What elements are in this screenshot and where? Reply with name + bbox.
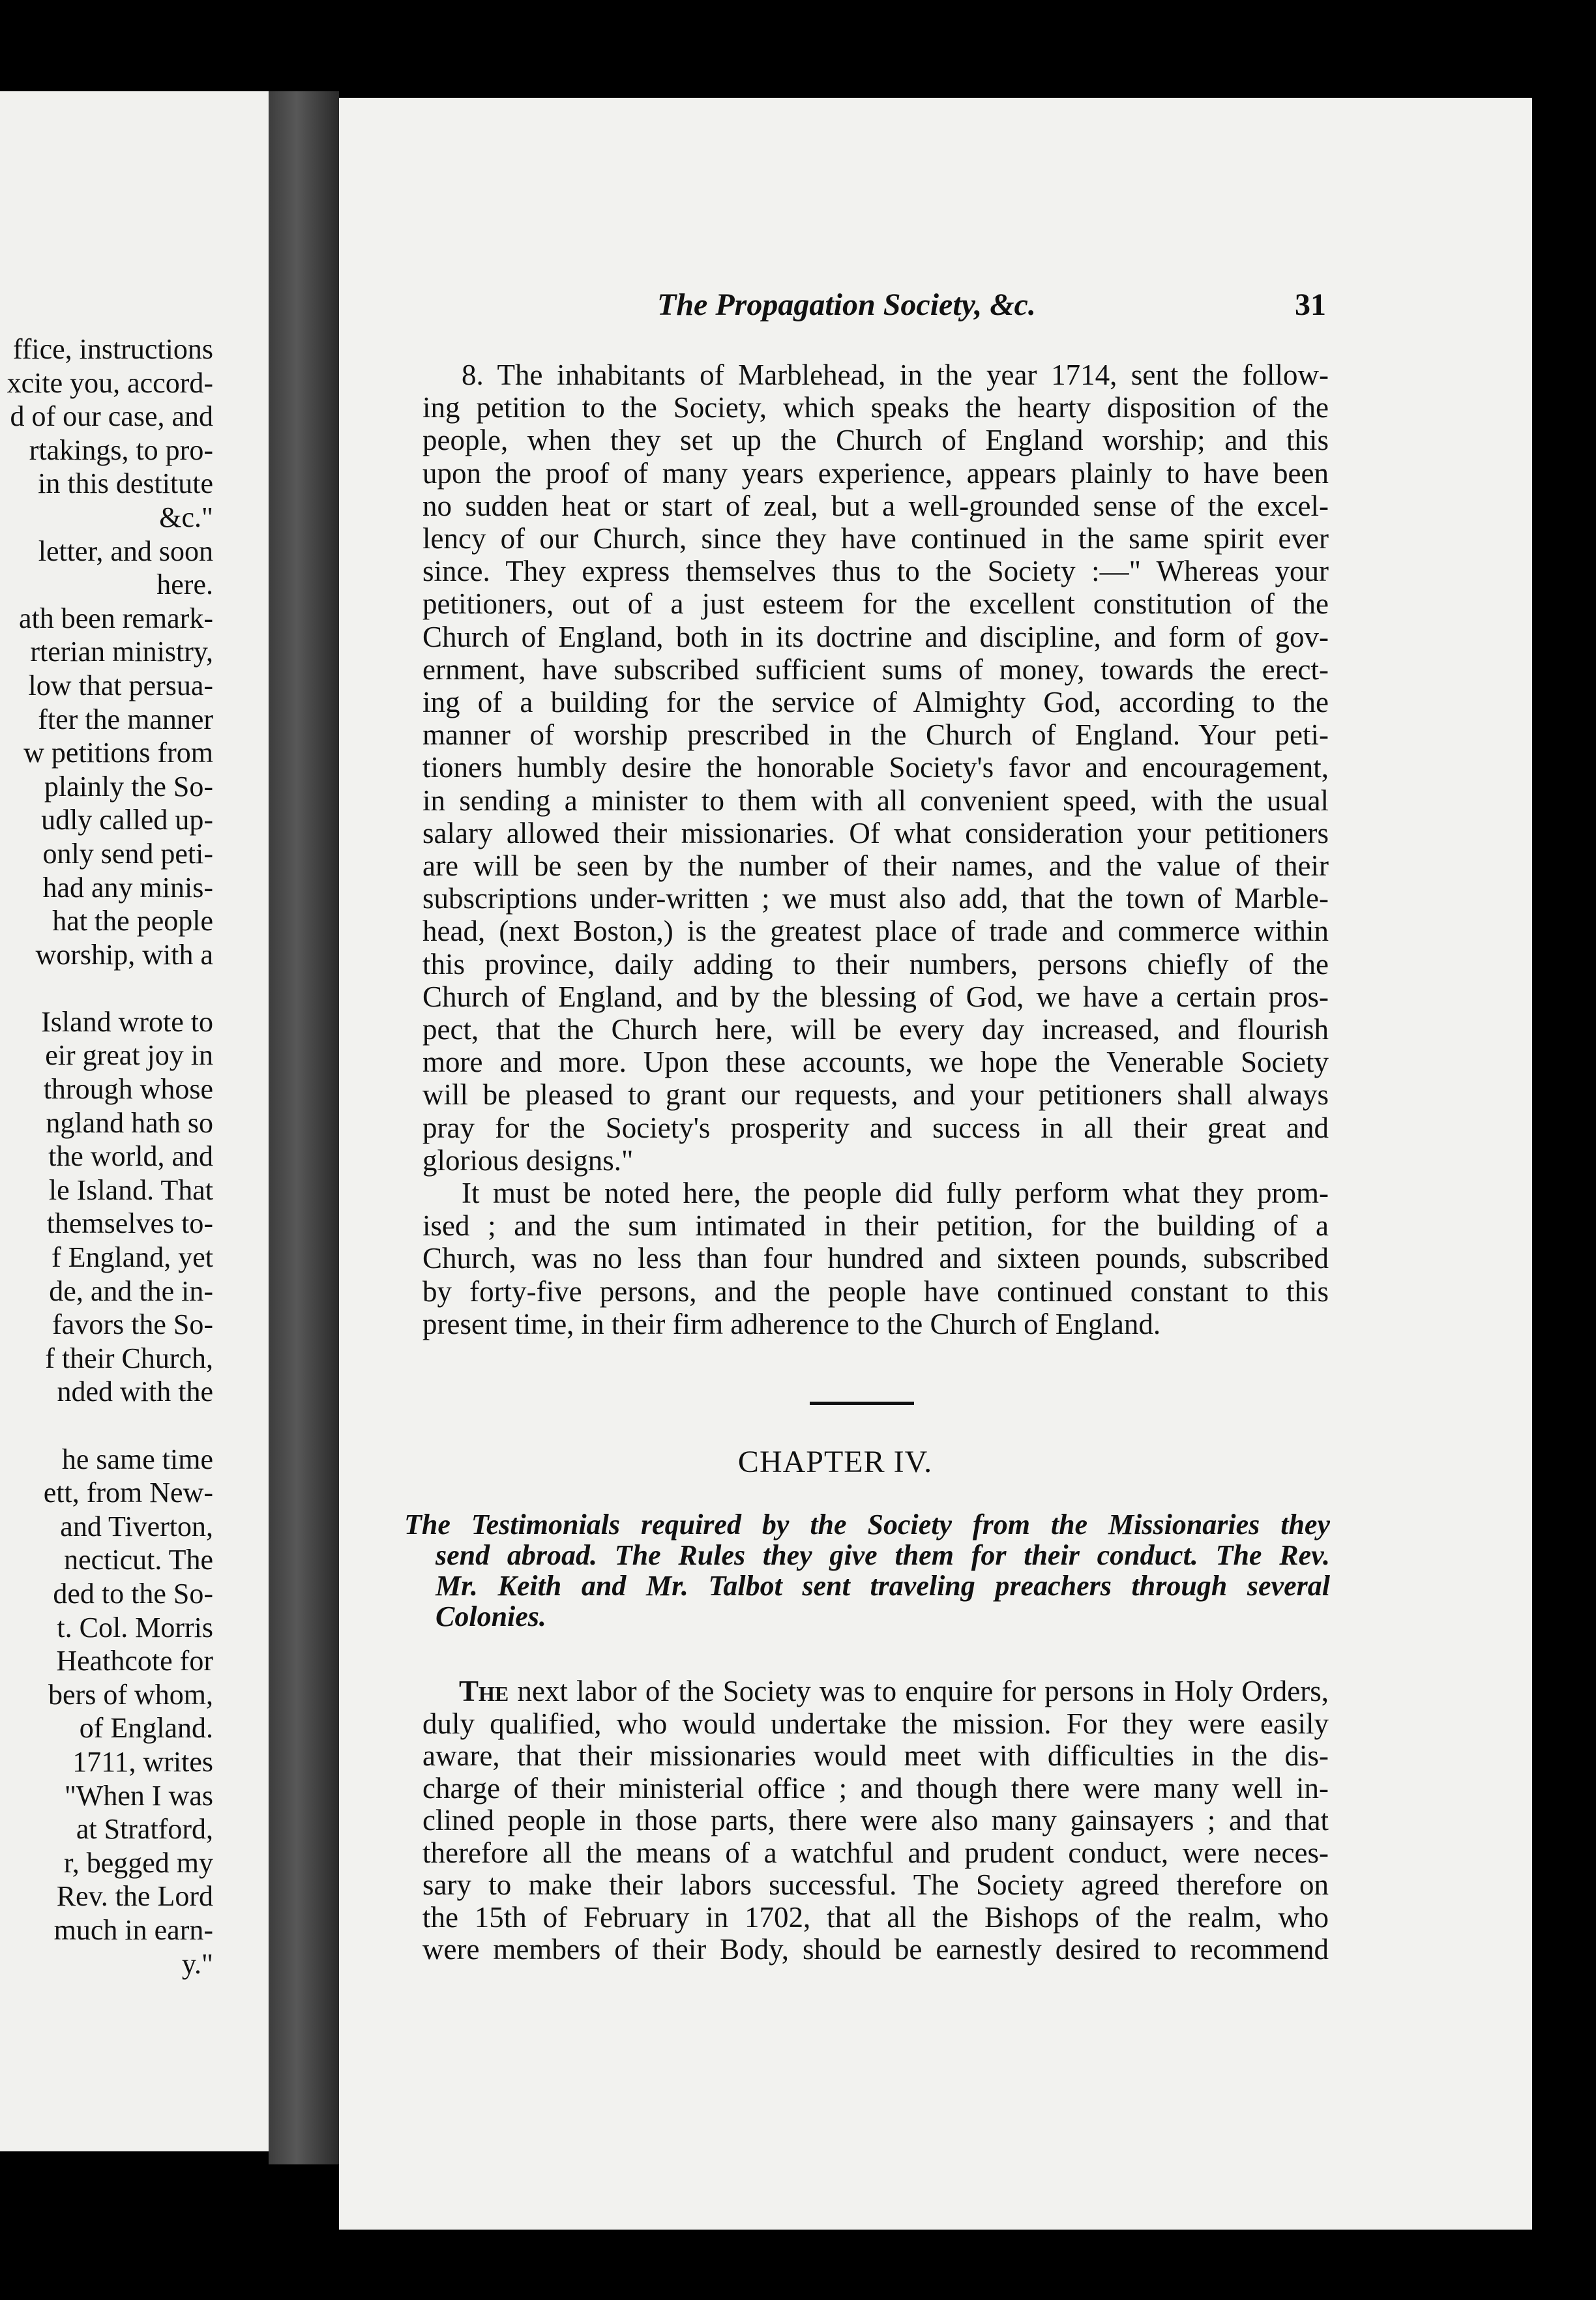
facing-page-line: necticut. The	[64, 1544, 213, 1576]
summary-line: Colonies.	[436, 1600, 546, 1632]
facing-page-line: low that persua-	[28, 669, 213, 701]
text-line: duly qualified, who would undertake the mission. For they were easily	[422, 1707, 1329, 1740]
text-line: charge of their ministerial office ; and though there were many well in-	[422, 1771, 1329, 1805]
facing-page-line: y."	[181, 1947, 213, 1980]
facing-page-line: t. Col. Morris	[57, 1611, 213, 1644]
facing-page-left	[0, 91, 310, 2151]
text-line: no sudden heat or start of zeal, but a well-grounded sense of the excel-	[422, 489, 1329, 522]
text-line: aware, that their missionaries would meet with difficulties in the dis-	[422, 1739, 1329, 1772]
chapter-heading: CHAPTER IV.	[737, 1445, 933, 1479]
text-line: clined people in those parts, there were also many gainsayers ; and that	[422, 1804, 1329, 1836]
chapter-body	[422, 1675, 1329, 1966]
book-gutter	[269, 91, 339, 2164]
facing-page-line: had any minis-	[42, 871, 213, 904]
facing-page-line: "When I was	[64, 1779, 213, 1812]
paragraph-marblehead-petition	[422, 359, 1329, 1177]
text-line: ing petition to the Society, which speaks the hearty disposition of the	[422, 391, 1329, 424]
text-line: head, (next Boston,) is the greatest place of trade and commerce within	[422, 915, 1329, 948]
text-line: Church, was no less than four hundred and sixteen pounds, subscribed	[422, 1242, 1329, 1275]
text-line: will be pleased to grant our requests, and your petitioners shall always	[422, 1078, 1329, 1112]
chapter-summary	[404, 1509, 1330, 1632]
text-line	[422, 1675, 1329, 1708]
text-line: salary allowed their missionaries. Of what consideration your petitioners	[422, 816, 1329, 849]
facing-page-line: rtakings, to pro-	[29, 434, 213, 466]
text-line: Church of England, both in its doctrine and discipline, and form of gov-	[422, 620, 1329, 653]
facing-page-line: worship, with a	[35, 938, 213, 971]
facing-page-line: ett, from New-	[43, 1477, 213, 1509]
text-line: manner of worship prescribed in the Church of England. Your peti-	[422, 718, 1329, 752]
facing-page-line: Rev. the Lord	[56, 1880, 213, 1913]
facing-page-line: w petitions from	[23, 737, 213, 769]
facing-page-line: r, begged my	[63, 1846, 213, 1879]
text-line: pray for the Society's prosperity and success in all their great and	[422, 1111, 1329, 1144]
facing-page-line	[0, 1409, 213, 1443]
text-line: ised ; and the sum intimated in their petition, for the building of a	[422, 1209, 1329, 1243]
facing-page-line: f England, yet	[51, 1241, 213, 1274]
facing-page-line: at Stratford,	[76, 1813, 213, 1846]
text-line: It must be noted here, the people did fully perform what they prom-	[462, 1177, 1329, 1210]
facing-page-line: favors the So-	[52, 1308, 213, 1341]
facing-page-line: through whose	[43, 1073, 213, 1106]
text-line: more and more. Upon these accounts, we hope the Venerable Society	[422, 1046, 1329, 1079]
running-head-title: The Propagation Society, &c.	[657, 288, 1036, 322]
paragraph-fulfilment	[422, 1177, 1329, 1340]
facing-page-line: ath been remark-	[18, 602, 213, 634]
facing-page-line: letter, and soon	[38, 535, 213, 567]
facing-page-line: much in earn-	[53, 1913, 213, 1946]
text-line: this province, daily adding to their numbers, persons chiefly of the	[422, 947, 1329, 980]
facing-page-line: de, and the in-	[49, 1275, 213, 1307]
summary-line: send abroad. The Rules they give them for their conduct. The Rev.	[436, 1539, 1330, 1571]
main-text	[422, 359, 1329, 1340]
facing-page-line: f their Church,	[45, 1342, 213, 1374]
section-rule	[810, 1402, 914, 1405]
text-line: are will be seen by the number of their names, and the value of their	[422, 849, 1329, 883]
text-line: pect, that the Church here, will be every day increased, and flourish	[422, 1013, 1329, 1046]
text-line: tioners humbly desire the honorable Society's favor and encouragement,	[422, 751, 1329, 784]
facing-page-line: udly called up-	[41, 804, 213, 836]
text-line: Church of England, and by the blessing of God, we have a certain pros-	[422, 980, 1329, 1013]
summary-line: Mr. Keith and Mr. Talbot sent traveling preachers through several	[436, 1570, 1330, 1602]
text-line: glorious designs."	[422, 1143, 634, 1177]
facing-page-line: Heathcote for	[56, 1645, 213, 1677]
facing-page-line: only send peti-	[42, 837, 213, 870]
facing-page-line: bers of whom,	[48, 1678, 213, 1711]
text-line: subscriptions under-written ; we must also add, that the town of Marble-	[422, 882, 1329, 915]
facing-page-line: he same time	[61, 1443, 213, 1475]
text-line: petitioners, out of a just esteem for the excellent constitution of the	[422, 587, 1329, 621]
facing-page-line: ffice, instructions	[12, 333, 213, 365]
facing-page-line: eir great joy in	[45, 1039, 213, 1072]
facing-page-line: ngland hath so	[46, 1106, 213, 1139]
facing-page-line: here.	[156, 568, 213, 601]
text-line: sary to make their labors successful. The Society agreed therefore on	[422, 1868, 1329, 1901]
text-line: ing of a building for the service of Almighty God, according to the	[422, 686, 1329, 719]
facing-page-line: of England.	[79, 1712, 213, 1745]
text-line: by forty-five persons, and the people have continued constant to this	[422, 1275, 1329, 1308]
summary-line: The Testimonials required by the Society from the Missionaries they	[404, 1509, 1330, 1541]
text-line: ernment, have subscribed sufficient sums of money, towards the erect-	[422, 653, 1329, 686]
facing-page-line: rterian ministry,	[30, 636, 213, 668]
text-line: were members of their Body, should be earnestly desired to recommend	[422, 1933, 1329, 1966]
facing-page-line: 1711, writes	[72, 1745, 213, 1778]
facing-page-line: hat the people	[52, 905, 213, 937]
lead-word: The	[459, 1675, 509, 1707]
facing-page-line: and Tiverton,	[60, 1510, 213, 1542]
text-line: 8. The inhabitants of Marblehead, in the year 1714, sent the follow-	[462, 359, 1329, 391]
facing-page-line: themselves to-	[46, 1207, 213, 1240]
facing-page-text	[0, 332, 213, 1981]
first-line-rest: next labor of the Society was to enquire for persons in Holy Orders,	[509, 1675, 1329, 1707]
facing-page-line: nded with the	[57, 1376, 213, 1408]
facing-page-line: le Island. That	[48, 1173, 213, 1206]
text-line: lency of our Church, since they have continued in the same spirit ever	[422, 522, 1329, 555]
text-line: therefore all the means of a watchful and prudent conduct, were neces-	[422, 1836, 1329, 1869]
facing-page-line: ded to the So-	[53, 1577, 213, 1610]
page-number: 31	[1295, 288, 1326, 322]
facing-page-line	[0, 971, 213, 1005]
text-line: people, when they set up the Church of England worship; and this	[422, 424, 1329, 457]
facing-page-line: &c."	[159, 501, 213, 533]
facing-page-line: in this destitute	[38, 467, 213, 500]
facing-page-line: plainly the So-	[44, 770, 213, 803]
text-line: in sending a minister to them with all convenient speed, with the usual	[422, 784, 1329, 817]
facing-page-line: the world, and	[48, 1140, 213, 1173]
page-31	[339, 98, 1532, 2230]
facing-page-line: Island wrote to	[41, 1005, 213, 1038]
chapter-body-lines	[422, 1708, 1329, 1966]
facing-page-line: fter the manner	[38, 703, 213, 735]
text-line: present time, in their firm adherence to the Church of England.	[422, 1307, 1161, 1340]
text-line: upon the proof of many years experience, appears plainly to have been	[422, 456, 1329, 490]
text-line: the 15th of February in 1702, that all the Bishops of the realm, who	[422, 1900, 1329, 1934]
facing-page-line: xcite you, accord-	[7, 366, 213, 399]
text-line: since. They express themselves thus to the Society :—" Whereas your	[422, 555, 1329, 588]
facing-page-line: d of our case, and	[10, 400, 213, 433]
